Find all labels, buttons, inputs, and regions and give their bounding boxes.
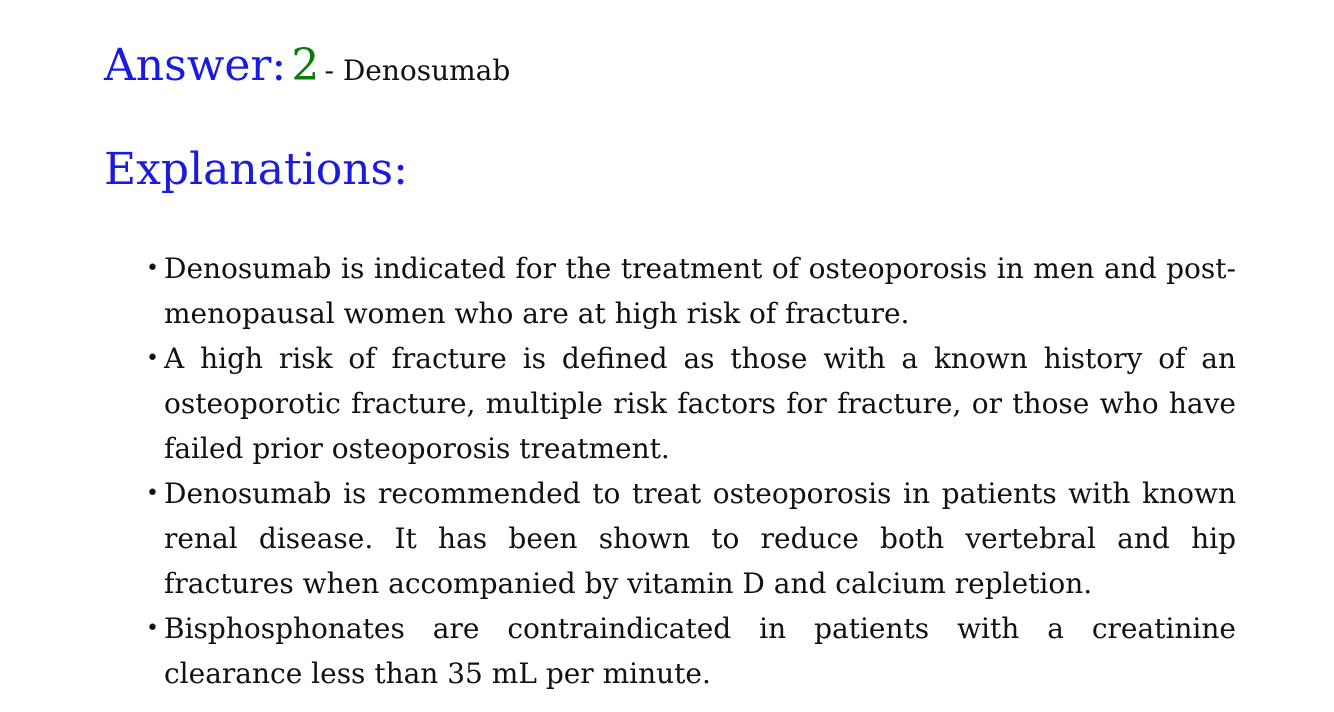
explanations-list bbox=[146, 246, 1236, 696]
list-item-text: Bisphosphonates are contraindicated in patients with a creatinine clearance less than 35 mL per minute. bbox=[164, 612, 1236, 690]
list-item-text: A high risk of fracture is defined as those with a known history of an osteoporotic fracture, multiple risk factors for fracture, or those who have failed prior osteoporosis treatment. bbox=[164, 342, 1236, 465]
list-item bbox=[146, 471, 1236, 606]
explanations-heading: Explanations: bbox=[104, 144, 408, 195]
answer-number: 2 bbox=[291, 40, 320, 91]
list-item bbox=[146, 336, 1236, 471]
bullet-icon: • bbox=[146, 616, 159, 641]
bullet-icon: • bbox=[146, 481, 159, 506]
list-item bbox=[146, 246, 1236, 336]
answer-text: - Denosumab bbox=[324, 54, 511, 87]
answer-label: Answer: bbox=[104, 40, 287, 91]
list-item-text: Denosumab is recommended to treat osteoporosis in patients with known renal disease. It has been shown to reduce both vertebral and hip fractures when accompanied by vitamin D and calcium repletion. bbox=[164, 477, 1236, 600]
list-item bbox=[146, 606, 1236, 696]
bullet-icon: • bbox=[146, 346, 159, 371]
answer-line bbox=[104, 40, 511, 91]
list-item-text: Denosumab is indicated for the treatment of osteoporosis in men and post-menopausal women who are at high risk of fracture. bbox=[164, 252, 1236, 330]
bullet-icon: • bbox=[146, 256, 159, 281]
